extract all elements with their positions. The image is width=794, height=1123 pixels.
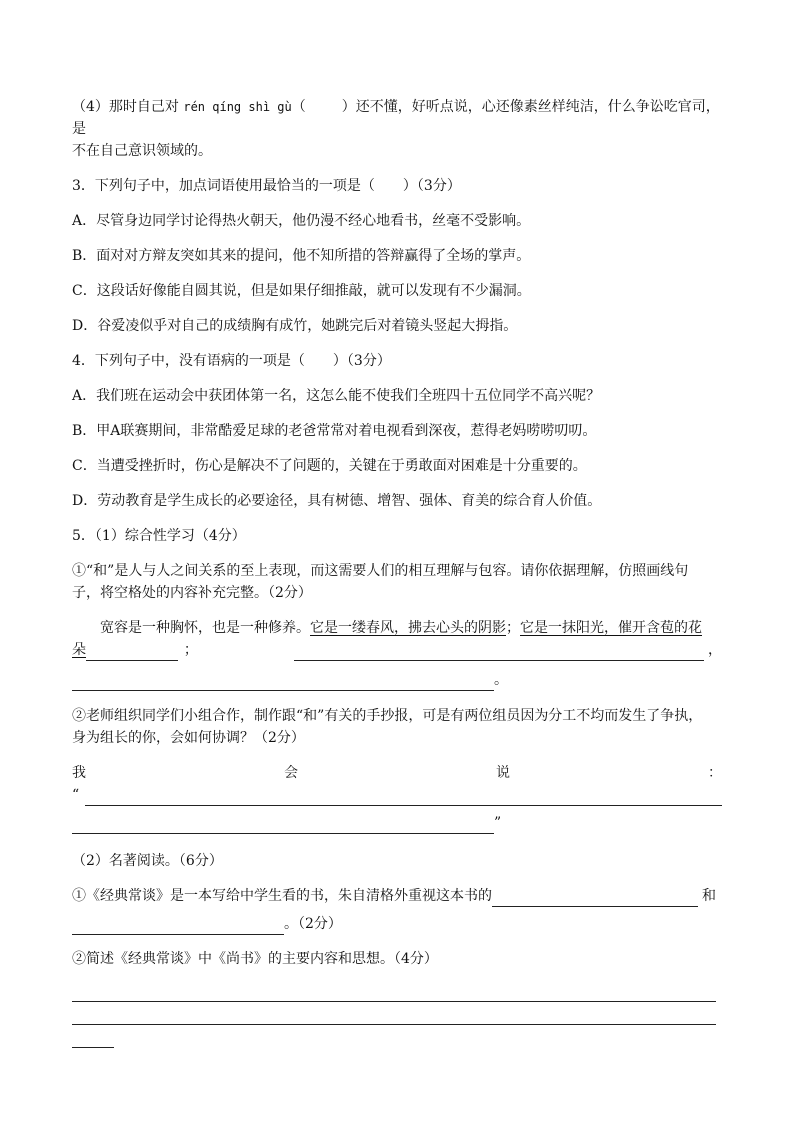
q5-sub1-prompt: ①“和”是人与人之间关系的至上表现，而这需要人们的相互理解与包容。请你依据理解，仿照画线句 子，将空格处的内容补充完整。（2分）: [72, 563, 689, 601]
reading-blank-1[interactable]: [492, 892, 698, 907]
q4-option-a[interactable]: A．我们班在运动会中获团体第一名，这怎么能不使我们全班四十五位同学不高兴呢？: [72, 388, 601, 404]
answer-line-2[interactable]: [72, 819, 494, 834]
fill-blank-3[interactable]: [72, 676, 494, 691]
q4-option-b[interactable]: B．甲A联赛期间，非常酷爱足球的老爸常常对着电视看到深夜，惹得老妈唠唠叨叨。: [72, 423, 597, 439]
q5-sub1-fill: 宽容是一种胸怀，也是一种修养。它是一缕春风，拂去心头的阴影；它是一抹阳光，催开含苞的花 朵 ； ， 。: [72, 617, 722, 691]
exam-page: [72, 96, 722, 1048]
reading-stem: （2）名著阅读。（6分）: [72, 853, 223, 869]
reading-q2-answer: [72, 983, 722, 1048]
q4-option-d[interactable]: D．劳动教育是学生成长的必要途径，具有树德、增智、强体、育美的综合育人价值。: [72, 493, 602, 509]
answer-line-full-2[interactable]: [72, 1006, 716, 1025]
q4-stem: 4．下列句子中，没有语病的一项是（ ）（3分）: [72, 353, 391, 369]
reading-q1: ①《经典常谈》是一本写给中学生看的书，朱自清格外重视这本书的 和 。（2分）: [72, 885, 722, 935]
q4-part-question: （4）那时自己对 rén qíng shì gù（ ）还不懂，好听点说，心还像素丝样纯洁，什么争讼吃官司，是 不在自己意识领域的。: [72, 99, 720, 159]
q5-stem: 5．（1）综合性学习（4分）: [72, 528, 246, 544]
q4-option-c[interactable]: C．当遭受挫折时，伤心是解决不了问题的，关键在于勇敢面对困难是十分重要的。: [72, 458, 587, 474]
q5-sub2-answer: 我 会 说 ： “ ”: [72, 762, 722, 834]
fill-blank-1[interactable]: [86, 646, 178, 661]
answer-line-short[interactable]: [72, 1029, 114, 1048]
answer-line-full-1[interactable]: [72, 983, 716, 1002]
q3-option-d[interactable]: D．谷爱凌似乎对自己的成绩胸有成竹，她跳完后对着镜头竖起大拇指。: [72, 318, 518, 334]
reading-q2: ②简述《经典常谈》中《尚书》的主要内容和思想。（4分）: [72, 951, 438, 967]
pinyin-text: rén qíng shì gù: [183, 100, 292, 114]
underlined-sentence-a: 它是一缕春风，拂去心头的阴影: [310, 620, 506, 636]
fill-blank-2[interactable]: [294, 646, 704, 661]
reading-blank-2[interactable]: [72, 920, 284, 935]
q3-option-c[interactable]: C．这段话好像能自圆其说，但是如果仔细推敲，就可以发现有不少漏洞。: [72, 283, 531, 299]
q3-stem: 3．下列句子中，加点词语使用最恰当的一项是（ ）（3分）: [72, 178, 461, 194]
q3-option-a[interactable]: A．尽管身边同学讨论得热火朝天，他仍漫不经心地看书，丝毫不受影响。: [72, 213, 531, 229]
answer-line-1[interactable]: [85, 791, 722, 806]
underlined-sentence-b: 它是一抹阳光，催开含苞的花: [520, 620, 702, 636]
q3-option-b[interactable]: B．面对对方辩友突如其来的提问，他不知所措的答辩赢得了全场的掌声。: [72, 248, 531, 264]
q5-sub2-prompt: ②老师组织同学们小组合作，制作跟“和”有关的手抄报，可是有两位组员因为分工不均而发生了争执， 身为组长的你，会如何协调？（2分）: [72, 708, 703, 746]
